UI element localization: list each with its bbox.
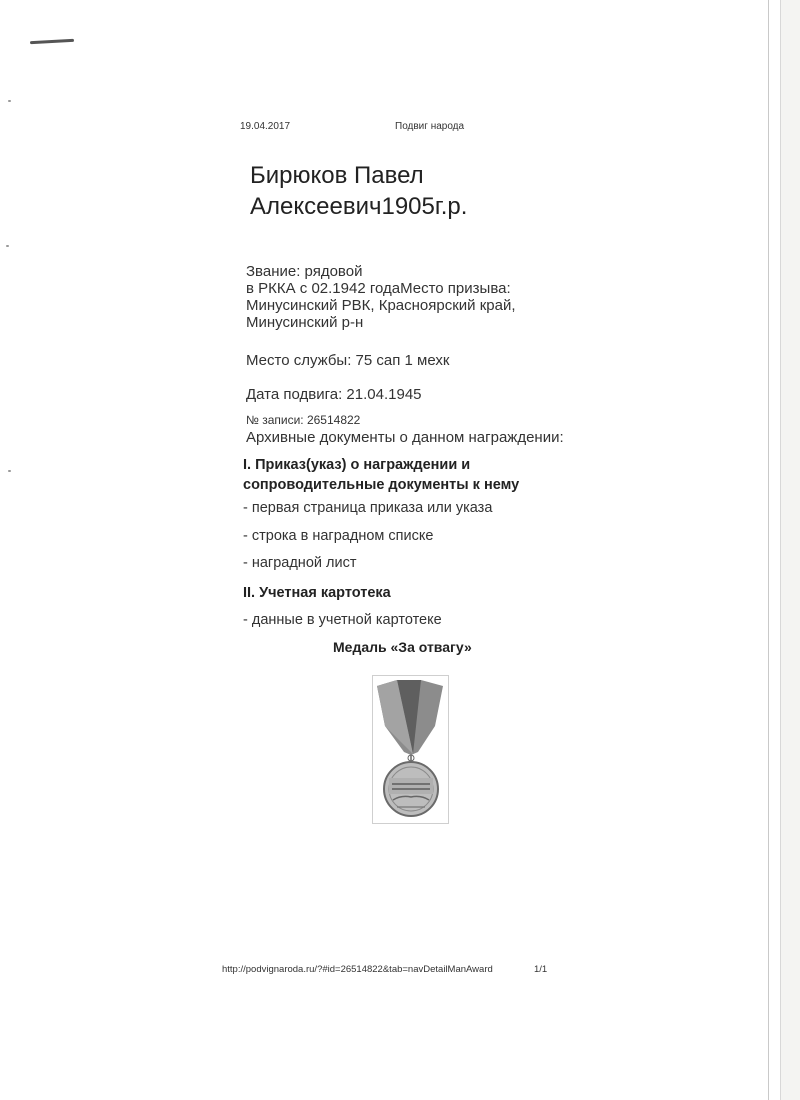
section-card-title: II. Учетная картотека xyxy=(243,585,391,601)
feat-date: Дата подвига: 21.04.1945 xyxy=(246,386,422,403)
record-number: № записи: 26514822 xyxy=(246,413,361,427)
person-name-line1: Бирюков Павел xyxy=(250,162,424,189)
medal-icon xyxy=(373,676,448,823)
award-title: Медаль «За отвагу» xyxy=(333,639,472,655)
rank-text: Звание: рядовой xyxy=(246,263,363,280)
archive-heading: Архивные документы о данном награждении: xyxy=(246,429,564,446)
page-number: 1/1 xyxy=(534,964,548,975)
scan-speck xyxy=(6,245,9,247)
site-title: Подвиг народа xyxy=(395,121,465,132)
service-line-2: Минусинский РВК, Красноярский край, xyxy=(246,297,516,314)
place-of-service: Место службы: 75 сап 1 мехк xyxy=(246,352,450,369)
service-line-1: в РККА с 02.1942 годаМесто призыва: xyxy=(246,280,511,297)
award-list-row-link[interactable]: - строка в наградном списке xyxy=(243,528,434,544)
section-order-title-line2: сопроводительные документы к нему xyxy=(243,477,520,493)
rank-and-conscription xyxy=(246,263,516,331)
print-date: 19.04.2017 xyxy=(240,121,291,132)
order-first-page-link[interactable]: - первая страница приказа или указа xyxy=(243,500,493,516)
person-name-line2: Алексеевич1905г.р. xyxy=(250,193,468,220)
card-data-link[interactable]: - данные в учетной картотеке xyxy=(243,612,442,628)
scan-speck xyxy=(8,470,11,472)
footer-url: http://podvignaroda.ru/?#id=26514822&tab=navDetailManAward xyxy=(222,964,493,975)
service-line-3: Минусинский р-н xyxy=(246,314,364,331)
staple-mark xyxy=(30,39,74,44)
medal-image xyxy=(372,675,449,824)
person-name xyxy=(250,160,467,222)
section-order-title-line1: I. Приказ(указ) о награждении и xyxy=(243,457,471,473)
award-sheet-link[interactable]: - наградной лист xyxy=(243,555,357,571)
section-order-title xyxy=(243,455,519,495)
scan-speck xyxy=(8,100,11,102)
scan-edge-line xyxy=(768,0,769,1100)
